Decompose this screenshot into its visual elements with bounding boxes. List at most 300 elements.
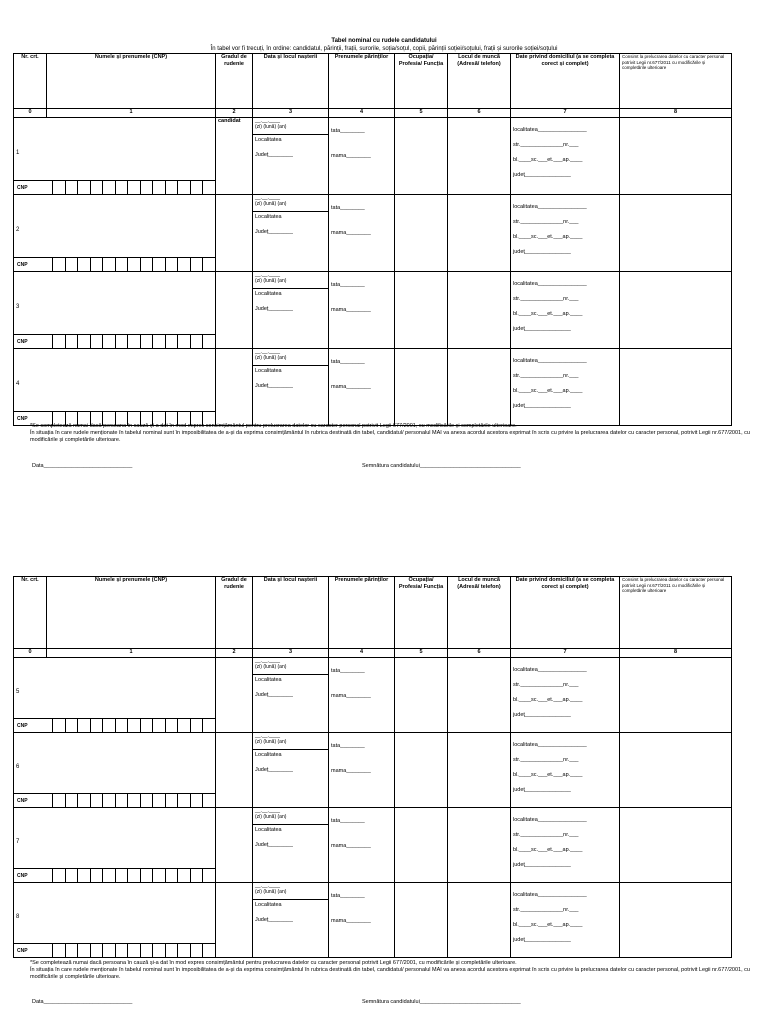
birth-cell[interactable] xyxy=(253,349,329,426)
column-number: 0 xyxy=(14,649,47,658)
consent-cell[interactable] xyxy=(620,808,732,883)
note-written-consent: În situația în care rudele menționate în tabelul nominal sunt în imposibilitatea de a-și da exprima consimțământul în rubrica destinată din tabel, candidatul/ personalul MAI va anexa acordul acestora exprimat în scris cu privire la prelucrarea datelor cu caracter personal, potrivit Legii nr.677/2001, cu modificările și completările ulterioare. xyxy=(30,430,750,443)
cnp-digit-box[interactable] xyxy=(165,869,178,882)
cnp-digit-box[interactable] xyxy=(202,794,215,807)
workplace-cell[interactable] xyxy=(448,349,511,426)
column-number: 1 xyxy=(47,649,216,658)
date-blank: __.__.____ xyxy=(255,658,281,664)
table-row xyxy=(14,349,732,426)
birth-cell[interactable] xyxy=(253,195,329,272)
row-number: 5 xyxy=(16,689,20,695)
cnp-digit-box[interactable] xyxy=(77,869,90,882)
header-birth: Data și locul nașterii xyxy=(253,54,329,109)
column-number: 5 xyxy=(395,649,448,658)
occupation-cell[interactable] xyxy=(395,118,448,195)
cnp-label: CNP xyxy=(17,185,28,191)
date-blank: __.__.____ xyxy=(255,272,281,278)
table-row xyxy=(14,272,732,349)
birth-county: Județ________ xyxy=(255,305,293,312)
note-consent: *Se completează numai dacă persoana în cauză și-a dat în mod expres consimțământul pentru prelucrarea datelor cu caracter personal potrivit Legii 677/2001, cu modificările și completările ulterioare. xyxy=(30,423,517,429)
addr-county: județ_______________ xyxy=(513,326,571,332)
cnp-digit-box[interactable] xyxy=(90,181,103,194)
date-caption: (zi) (lună) (an) xyxy=(255,355,287,361)
cnp-digit-box[interactable] xyxy=(90,794,103,807)
cnp-digit-box[interactable] xyxy=(140,258,153,271)
addr-locality: localitatea________________ xyxy=(513,742,587,748)
domicile-cell[interactable] xyxy=(511,733,620,808)
occupation-cell[interactable] xyxy=(395,658,448,733)
addr-county: județ_______________ xyxy=(513,937,571,943)
consent-cell[interactable] xyxy=(620,272,732,349)
kinship-cell[interactable] xyxy=(216,658,253,733)
cnp-digit-box[interactable] xyxy=(152,258,165,271)
date-caption: (zi) (lună) (an) xyxy=(255,664,287,670)
cnp-digit-box[interactable] xyxy=(190,181,203,194)
cnp-digit-box[interactable] xyxy=(140,181,153,194)
cnp-digit-box[interactable] xyxy=(165,794,178,807)
cnp-digit-box[interactable] xyxy=(115,335,128,348)
cnp-digit-box[interactable] xyxy=(140,944,153,957)
kinship-cell[interactable] xyxy=(216,272,253,349)
cnp-digit-box[interactable] xyxy=(65,335,78,348)
kinship-cell[interactable] xyxy=(216,883,253,958)
cnp-digit-box[interactable] xyxy=(152,719,165,732)
cnp-digit-box[interactable] xyxy=(77,335,90,348)
addr-block: bl.____sc.___et.___ap.____ xyxy=(513,311,583,317)
signature-field-1[interactable]: Semnătura candidatului_________________________________ xyxy=(362,463,521,469)
domicile-cell[interactable] xyxy=(511,658,620,733)
birth-locality: Localitatea xyxy=(255,214,282,220)
birth-county: Județ________ xyxy=(255,151,293,158)
column-number: 8 xyxy=(620,109,732,118)
cnp-digit-box[interactable] xyxy=(202,335,215,348)
cnp-digit-box[interactable] xyxy=(52,794,65,807)
cnp-label: CNP xyxy=(17,798,28,804)
parents-cell[interactable] xyxy=(329,272,395,349)
column-number: 2 xyxy=(216,109,253,118)
date-caption: (zi) (lună) (an) xyxy=(255,814,287,820)
table-row xyxy=(14,733,732,808)
addr-locality: localitatea________________ xyxy=(513,204,587,210)
cnp-digit-box[interactable] xyxy=(152,944,165,957)
header-name: Numele și prenumele (CNP) xyxy=(47,54,216,109)
addr-county: județ_______________ xyxy=(513,249,571,255)
domicile-cell[interactable] xyxy=(511,118,620,195)
cnp-digit-box[interactable] xyxy=(127,335,140,348)
cnp-digit-box[interactable] xyxy=(202,944,215,957)
header-nr: Nr. crt. xyxy=(14,577,47,649)
cnp-digit-box[interactable] xyxy=(115,794,128,807)
date-field-2[interactable]: Data_____________________________ xyxy=(32,999,133,1005)
cnp-digit-box[interactable] xyxy=(115,944,128,957)
cnp-digit-box[interactable] xyxy=(77,258,90,271)
cnp-digit-box[interactable] xyxy=(102,794,115,807)
cnp-digit-box[interactable] xyxy=(77,794,90,807)
occupation-cell[interactable] xyxy=(395,349,448,426)
cnp-digit-box[interactable] xyxy=(202,258,215,271)
birth-locality: Localitatea xyxy=(255,752,282,758)
cnp-digit-box[interactable] xyxy=(127,869,140,882)
header-consent: Consimt la prelucrarea datelor cu caracter personal potrivit Legii nr.677/2011 cu modificările și completările ulterioare xyxy=(620,577,732,649)
cnp-digit-box[interactable] xyxy=(127,258,140,271)
mother-field: mama________ xyxy=(331,917,371,924)
occupation-cell[interactable] xyxy=(395,272,448,349)
cnp-digit-box[interactable] xyxy=(65,181,78,194)
cnp-digit-box[interactable] xyxy=(52,181,65,194)
cnp-digit-box[interactable] xyxy=(177,335,190,348)
addr-street: str.______________nr.___ xyxy=(513,907,579,913)
addr-block: bl.____sc.___et.___ap.____ xyxy=(513,234,583,240)
mother-field: mama________ xyxy=(331,767,371,774)
signature-field-2[interactable]: Semnătura candidatului_________________________________ xyxy=(362,999,521,1005)
header-work: Locul de muncă (Adresă/ telefon) xyxy=(448,54,511,109)
kinship-cell[interactable] xyxy=(216,118,253,195)
cnp-digit-box[interactable] xyxy=(52,258,65,271)
column-number: 5 xyxy=(395,109,448,118)
addr-county: județ_______________ xyxy=(513,712,571,718)
cnp-digit-box[interactable] xyxy=(177,944,190,957)
date-caption: (zi) (lună) (an) xyxy=(255,739,287,745)
father-field: tata________ xyxy=(331,818,365,824)
cnp-digit-box[interactable] xyxy=(127,944,140,957)
cnp-field[interactable] xyxy=(14,793,215,807)
header-parents: Prenumele părinților xyxy=(329,577,395,649)
date-blank: __.__.____ xyxy=(255,808,281,814)
cnp-digit-box[interactable] xyxy=(190,335,203,348)
domicile-cell[interactable] xyxy=(511,195,620,272)
column-number: 6 xyxy=(448,649,511,658)
cnp-digit-box[interactable] xyxy=(52,869,65,882)
column-number: 4 xyxy=(329,109,395,118)
date-caption: (zi) (lună) (an) xyxy=(255,201,287,207)
cnp-digit-box[interactable] xyxy=(77,181,90,194)
addr-county: județ_______________ xyxy=(513,862,571,868)
parents-cell[interactable] xyxy=(329,733,395,808)
birth-county: Județ________ xyxy=(255,691,293,698)
cnp-field[interactable] xyxy=(14,180,215,194)
occupation-cell[interactable] xyxy=(395,733,448,808)
cnp-digit-box[interactable] xyxy=(77,719,90,732)
row-number: 8 xyxy=(16,914,20,920)
cnp-digit-box[interactable] xyxy=(127,794,140,807)
row-number: 2 xyxy=(16,227,20,233)
parents-cell[interactable] xyxy=(329,658,395,733)
notes-2 xyxy=(30,960,750,981)
addr-block: bl.____sc.___et.___ap.____ xyxy=(513,847,583,853)
relatives-table-2 xyxy=(13,576,732,958)
consent-cell[interactable] xyxy=(620,118,732,195)
birth-cell[interactable] xyxy=(253,733,329,808)
date-blank: __.__.____ xyxy=(255,883,281,889)
father-field: tata________ xyxy=(331,359,365,365)
cnp-digit-box[interactable] xyxy=(177,181,190,194)
table-row xyxy=(14,658,732,733)
addr-block: bl.____sc.___et.___ap.____ xyxy=(513,697,583,703)
cnp-digit-box[interactable] xyxy=(177,258,190,271)
addr-block: bl.____sc.___et.___ap.____ xyxy=(513,388,583,394)
cnp-digit-box[interactable] xyxy=(177,719,190,732)
addr-locality: localitatea________________ xyxy=(513,667,587,673)
cnp-digit-box[interactable] xyxy=(127,719,140,732)
row-number: 1 xyxy=(16,150,20,156)
cnp-digit-box[interactable] xyxy=(152,335,165,348)
addr-street: str.______________nr.___ xyxy=(513,296,579,302)
birth-locality: Localitatea xyxy=(255,137,282,143)
row-number: 6 xyxy=(16,764,20,770)
page-subtitle: În tabel vor fi trecuți, în ordine: candidatul, părinții, frații, surorile, soția/soțul, copii, părinții soției/soțului, frații și surorile soției/soțului xyxy=(210,46,558,52)
cnp-field[interactable] xyxy=(14,334,215,348)
addr-block: bl.____sc.___et.___ap.____ xyxy=(513,922,583,928)
date-blank: __.__.____ xyxy=(255,195,281,201)
cnp-digit-box[interactable] xyxy=(202,719,215,732)
cnp-digit-box[interactable] xyxy=(115,181,128,194)
birth-county: Județ________ xyxy=(255,916,293,923)
workplace-cell[interactable] xyxy=(448,808,511,883)
cnp-digit-box[interactable] xyxy=(140,869,153,882)
consent-cell[interactable] xyxy=(620,195,732,272)
cnp-digit-box[interactable] xyxy=(102,719,115,732)
cnp-digit-box[interactable] xyxy=(115,869,128,882)
column-number: 7 xyxy=(511,109,620,118)
cnp-digit-box[interactable] xyxy=(90,335,103,348)
mother-field: mama________ xyxy=(331,842,371,849)
cnp-digit-box[interactable] xyxy=(177,794,190,807)
addr-street: str.______________nr.___ xyxy=(513,757,579,763)
domicile-cell[interactable] xyxy=(511,272,620,349)
cnp-label: CNP xyxy=(17,262,28,268)
addr-locality: localitatea________________ xyxy=(513,817,587,823)
note-consent: *Se completează numai dacă persoana în cauză și-a dat în mod expres consimțământul pentru prelucrarea datelor cu caracter personal potrivit Legii 677/2001, cu modificările și completările ulterioare. xyxy=(30,960,517,966)
parents-cell[interactable] xyxy=(329,118,395,195)
header-occupation: Ocupația/ Profesia/ Funcția xyxy=(395,577,448,649)
cnp-digit-box[interactable] xyxy=(102,944,115,957)
birth-cell[interactable] xyxy=(253,272,329,349)
workplace-cell[interactable] xyxy=(448,733,511,808)
addr-street: str.______________nr.___ xyxy=(513,373,579,379)
parents-cell[interactable] xyxy=(329,808,395,883)
kinship-cell[interactable] xyxy=(216,195,253,272)
birth-locality: Localitatea xyxy=(255,291,282,297)
cnp-digit-box[interactable] xyxy=(65,258,78,271)
birth-cell[interactable] xyxy=(253,658,329,733)
mother-field: mama________ xyxy=(331,152,371,159)
cnp-digit-box[interactable] xyxy=(77,944,90,957)
cnp-digit-box[interactable] xyxy=(152,181,165,194)
occupation-cell[interactable] xyxy=(395,808,448,883)
page-title: Tabel nominal cu rudele candidatului xyxy=(331,38,437,44)
cnp-digit-box[interactable] xyxy=(165,944,178,957)
cnp-digit-box[interactable] xyxy=(52,944,65,957)
cnp-digit-box[interactable] xyxy=(190,258,203,271)
birth-county: Județ________ xyxy=(255,841,293,848)
date-blank: __.__.____ xyxy=(255,349,281,355)
header-nr: Nr. crt. xyxy=(14,54,47,109)
addr-street: str.______________nr.___ xyxy=(513,219,579,225)
cnp-digit-box[interactable] xyxy=(102,869,115,882)
domicile-cell[interactable] xyxy=(511,808,620,883)
cnp-digit-box[interactable] xyxy=(52,719,65,732)
addr-county: județ_______________ xyxy=(513,403,571,409)
workplace-cell[interactable] xyxy=(448,658,511,733)
father-field: tata________ xyxy=(331,205,365,211)
domicile-cell[interactable] xyxy=(511,349,620,426)
occupation-cell[interactable] xyxy=(395,195,448,272)
addr-county: județ_______________ xyxy=(513,787,571,793)
birth-cell[interactable] xyxy=(253,808,329,883)
birth-county: Județ________ xyxy=(255,382,293,389)
consent-cell[interactable] xyxy=(620,349,732,426)
row-number: 4 xyxy=(16,381,20,387)
addr-locality: localitatea________________ xyxy=(513,281,587,287)
header-grad: Gradul de rudenie xyxy=(216,577,253,649)
parents-cell[interactable] xyxy=(329,349,395,426)
workplace-cell[interactable] xyxy=(448,195,511,272)
column-number: 3 xyxy=(253,649,329,658)
header-consent: Consimt la prelucrarea datelor cu caracter personal potrivit Legii nr.677/2011 cu modificările și completările ulterioare xyxy=(620,54,732,109)
header-domicile: Date privind domiciliul (a se completa corect și complet) xyxy=(511,54,620,109)
cnp-label: CNP xyxy=(17,948,28,954)
addr-block: bl.____sc.___et.___ap.____ xyxy=(513,157,583,163)
cnp-digit-box[interactable] xyxy=(65,944,78,957)
table-row xyxy=(14,808,732,883)
note-written-consent: În situația în care rudele menționate în tabelul nominal sunt în imposibilitatea de a-și da exprima consimțământul în rubrica destinată din tabel, candidatul/ personalul MAI va anexa acordul acestora exprimat în scris cu privire la prelucrarea datelor cu caracter personal, potrivit Legii nr.677/2001, cu modificările și completările ulterioare. xyxy=(30,967,750,980)
kinship-cell[interactable] xyxy=(216,733,253,808)
cnp-digit-box[interactable] xyxy=(165,258,178,271)
column-number: 7 xyxy=(511,649,620,658)
father-field: tata________ xyxy=(331,668,365,674)
cnp-label: CNP xyxy=(17,873,28,879)
cnp-digit-box[interactable] xyxy=(152,794,165,807)
workplace-cell[interactable] xyxy=(448,883,511,958)
date-caption: (zi) (lună) (an) xyxy=(255,124,287,130)
birth-cell[interactable] xyxy=(253,883,329,958)
domicile-cell[interactable] xyxy=(511,883,620,958)
date-caption: (zi) (lună) (an) xyxy=(255,889,287,895)
cnp-digit-box[interactable] xyxy=(90,258,103,271)
cnp-digit-box[interactable] xyxy=(90,944,103,957)
birth-locality: Localitatea xyxy=(255,902,282,908)
parents-cell[interactable] xyxy=(329,883,395,958)
cnp-digit-box[interactable] xyxy=(65,794,78,807)
mother-field: mama________ xyxy=(331,692,371,699)
column-number: 0 xyxy=(14,109,47,118)
addr-street: str.______________nr.___ xyxy=(513,682,579,688)
header-occupation: Ocupația/ Profesia/ Funcția xyxy=(395,54,448,109)
candidate-label: candidat xyxy=(218,118,241,124)
cnp-digit-box[interactable] xyxy=(102,335,115,348)
parents-cell[interactable] xyxy=(329,195,395,272)
cnp-digit-box[interactable] xyxy=(115,719,128,732)
date-field-1[interactable]: Data_____________________________ xyxy=(32,463,133,469)
cnp-digit-box[interactable] xyxy=(202,181,215,194)
header-birth: Data și locul nașterii xyxy=(253,577,329,649)
cnp-digit-box[interactable] xyxy=(165,335,178,348)
addr-locality: localitatea________________ xyxy=(513,892,587,898)
mother-field: mama________ xyxy=(331,383,371,390)
cnp-digit-box[interactable] xyxy=(52,335,65,348)
occupation-cell[interactable] xyxy=(395,883,448,958)
cnp-digit-box[interactable] xyxy=(190,794,203,807)
cnp-digit-box[interactable] xyxy=(102,181,115,194)
birth-county: Județ________ xyxy=(255,228,293,235)
date-caption: (zi) (lună) (an) xyxy=(255,278,287,284)
cnp-digit-box[interactable] xyxy=(65,719,78,732)
cnp-digit-box[interactable] xyxy=(190,869,203,882)
workplace-cell[interactable] xyxy=(448,118,511,195)
row-number: 7 xyxy=(16,839,20,845)
table-row xyxy=(14,118,732,195)
kinship-cell[interactable] xyxy=(216,808,253,883)
cnp-digit-box[interactable] xyxy=(152,869,165,882)
date-blank: __.__.____ xyxy=(255,118,281,124)
cnp-digit-box[interactable] xyxy=(165,719,178,732)
column-number: 6 xyxy=(448,109,511,118)
row-number: 3 xyxy=(16,304,20,310)
father-field: tata________ xyxy=(331,893,365,899)
relatives-table-1 xyxy=(13,53,732,426)
header-domicile: Date privind domiciliul (a se completa corect și complet) xyxy=(511,577,620,649)
mother-field: mama________ xyxy=(331,229,371,236)
addr-locality: localitatea________________ xyxy=(513,127,587,133)
cnp-digit-box[interactable] xyxy=(65,869,78,882)
mother-field: mama________ xyxy=(331,306,371,313)
cnp-digit-box[interactable] xyxy=(140,335,153,348)
consent-cell[interactable] xyxy=(620,883,732,958)
addr-locality: localitatea________________ xyxy=(513,358,587,364)
cnp-digit-box[interactable] xyxy=(165,181,178,194)
cnp-label: CNP xyxy=(17,416,28,422)
birth-cell[interactable] xyxy=(253,118,329,195)
column-number: 2 xyxy=(216,649,253,658)
cnp-digit-box[interactable] xyxy=(127,181,140,194)
cnp-digit-box[interactable] xyxy=(190,719,203,732)
cnp-label: CNP xyxy=(17,339,28,345)
cnp-label: CNP xyxy=(17,723,28,729)
column-number: 8 xyxy=(620,649,732,658)
addr-street: str.______________nr.___ xyxy=(513,832,579,838)
cnp-digit-box[interactable] xyxy=(90,719,103,732)
birth-locality: Localitatea xyxy=(255,677,282,683)
header-name: Numele și prenumele (CNP) xyxy=(47,577,216,649)
cnp-digit-box[interactable] xyxy=(177,869,190,882)
cnp-field[interactable] xyxy=(14,868,215,882)
cnp-field[interactable] xyxy=(14,718,215,732)
cnp-digit-box[interactable] xyxy=(102,258,115,271)
cnp-field[interactable] xyxy=(14,943,215,957)
workplace-cell[interactable] xyxy=(448,272,511,349)
header-parents: Prenumele părinților xyxy=(329,54,395,109)
cnp-digit-box[interactable] xyxy=(140,719,153,732)
cnp-digit-box[interactable] xyxy=(202,869,215,882)
addr-block: bl.____sc.___et.___ap.____ xyxy=(513,772,583,778)
cnp-digit-box[interactable] xyxy=(140,794,153,807)
header-work: Locul de muncă (Adresă/ telefon) xyxy=(448,577,511,649)
addr-county: județ_______________ xyxy=(513,172,571,178)
kinship-cell[interactable] xyxy=(216,349,253,426)
cnp-digit-box[interactable] xyxy=(90,869,103,882)
cnp-digit-box[interactable] xyxy=(190,944,203,957)
consent-cell[interactable] xyxy=(620,733,732,808)
addr-street: str.______________nr.___ xyxy=(513,142,579,148)
notes-1 xyxy=(30,423,750,444)
column-number: 4 xyxy=(329,649,395,658)
cnp-digit-box[interactable] xyxy=(115,258,128,271)
father-field: tata________ xyxy=(331,128,365,134)
column-number: 3 xyxy=(253,109,329,118)
cnp-field[interactable] xyxy=(14,257,215,271)
father-field: tata________ xyxy=(331,282,365,288)
consent-cell[interactable] xyxy=(620,658,732,733)
